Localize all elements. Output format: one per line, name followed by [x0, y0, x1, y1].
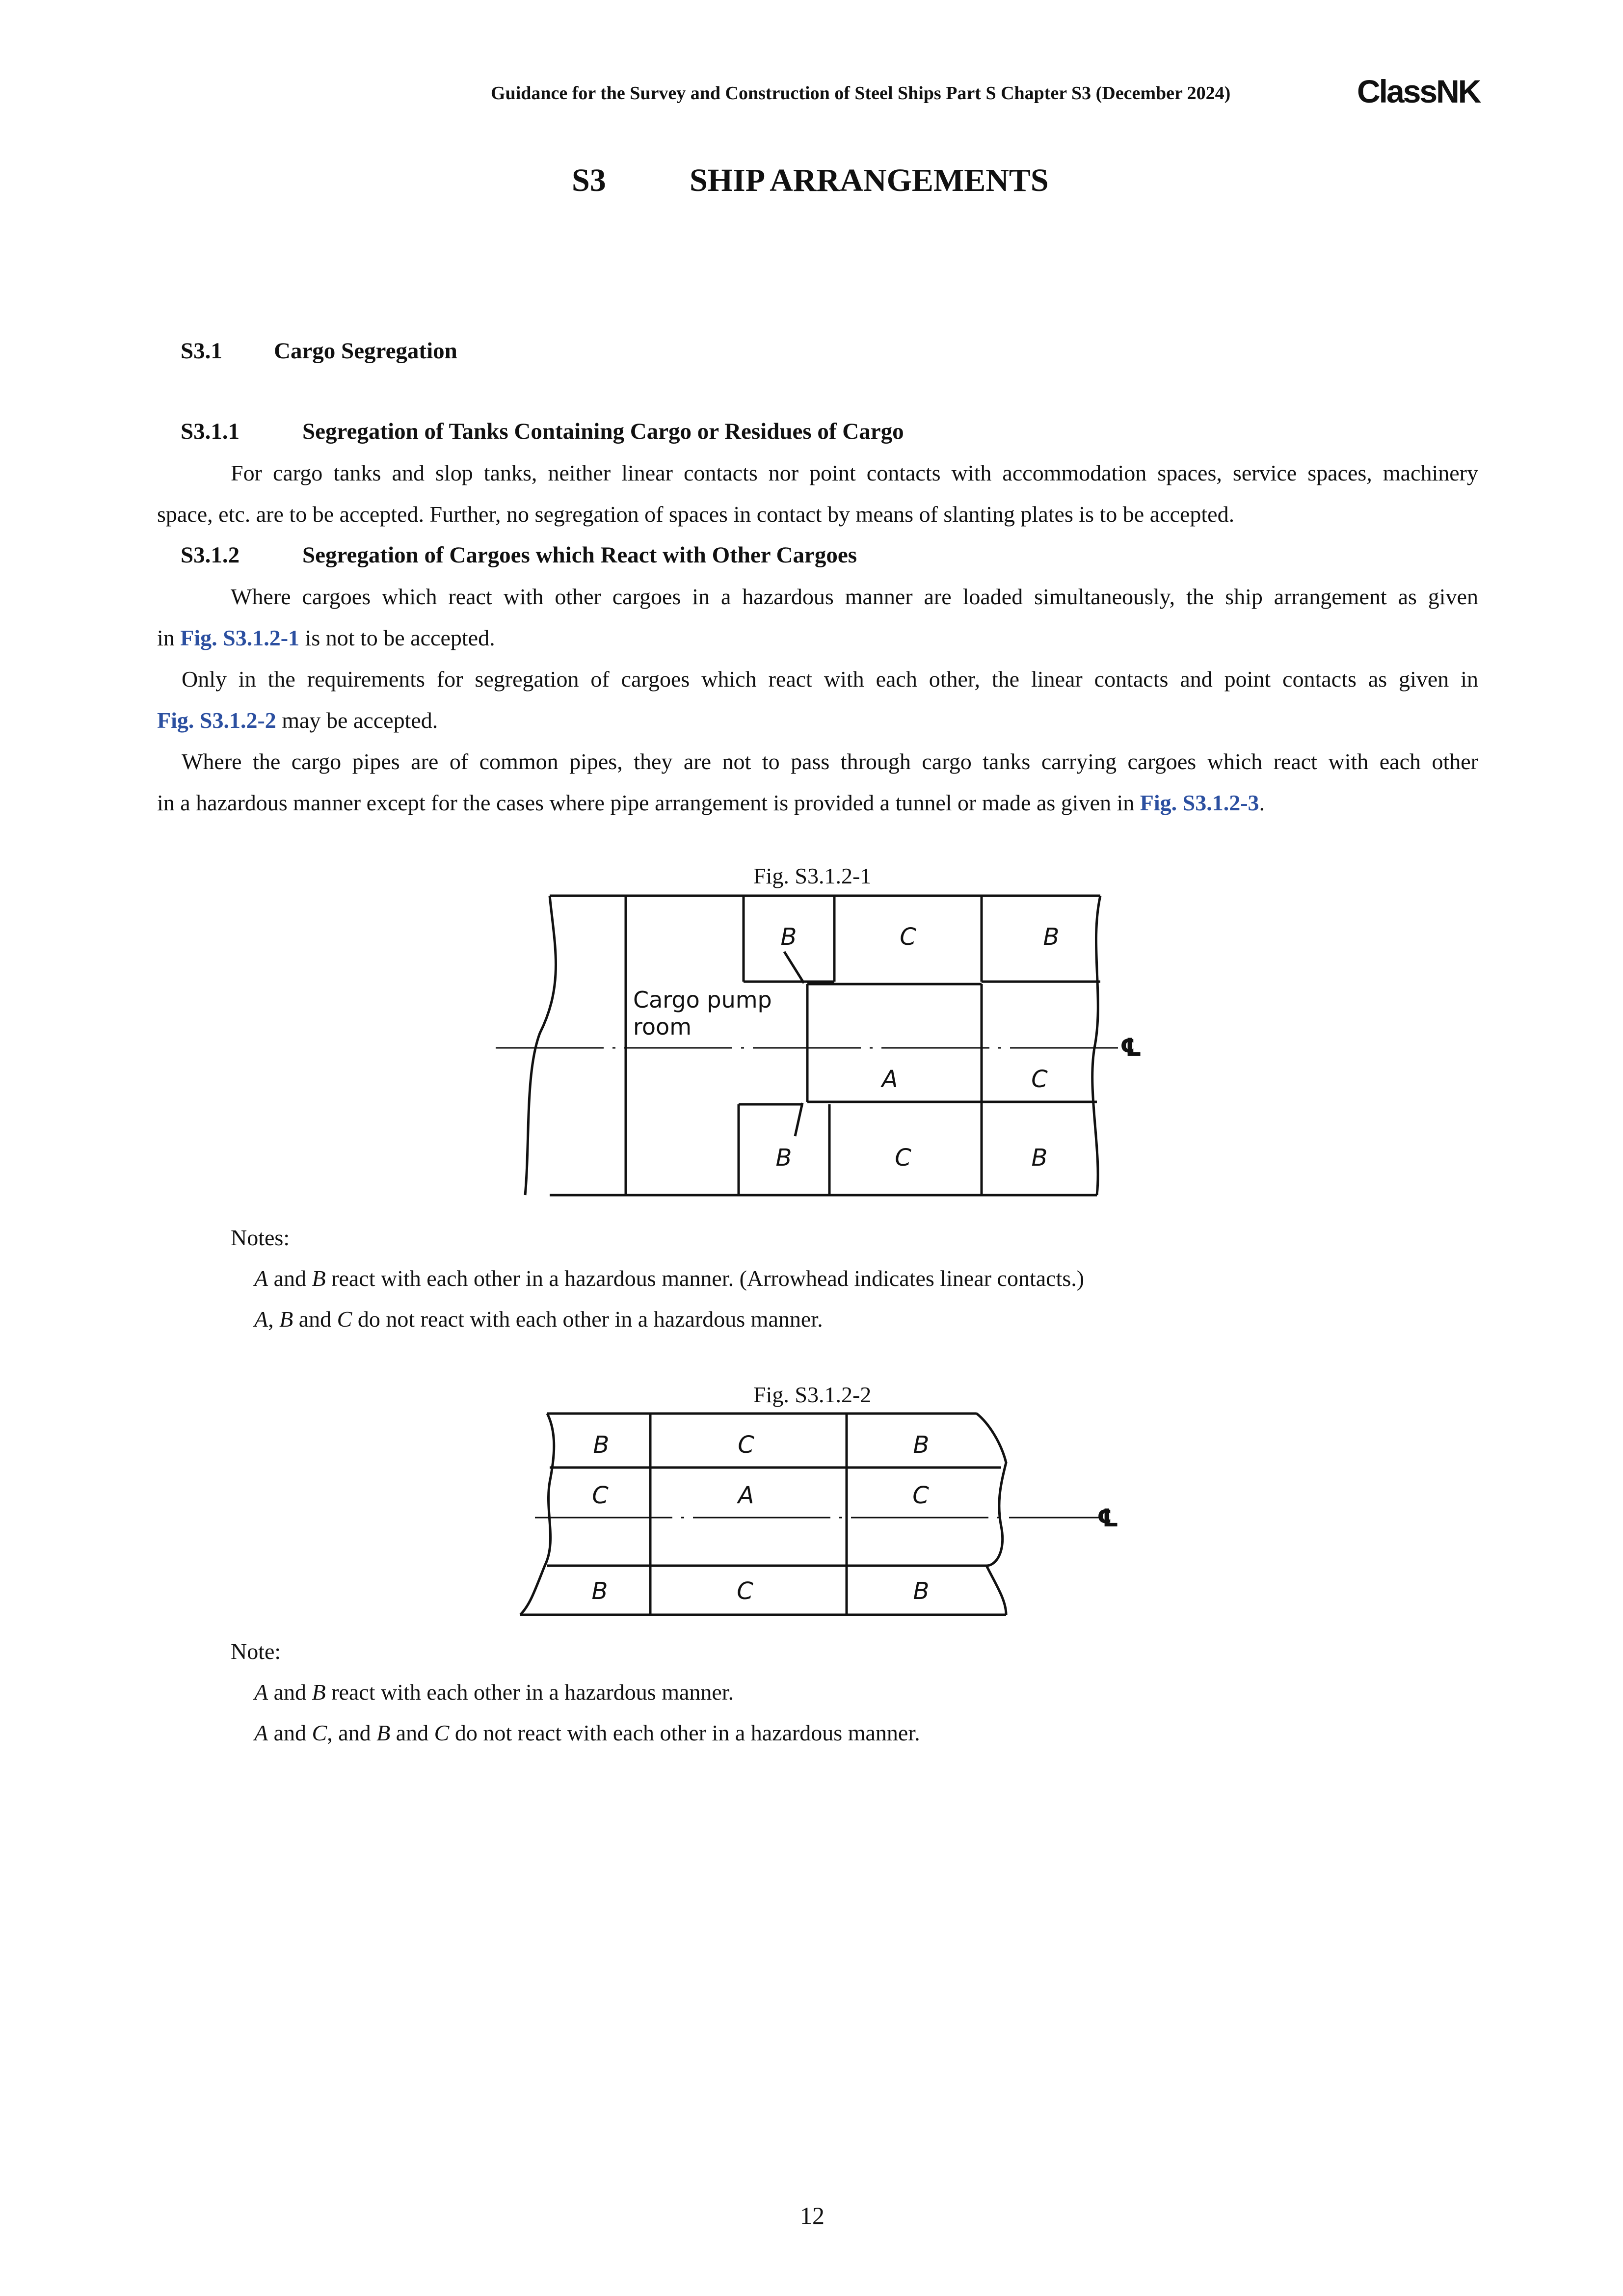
subsection-title-s311: Segregation of Tanks Containing Cargo or Residues of Cargo [302, 419, 904, 444]
tank-label: C [1031, 1066, 1048, 1093]
paragraph-s312-3 [157, 741, 1478, 824]
page-number: 12 [800, 2202, 825, 2229]
cargo-letter: B [279, 1307, 293, 1332]
tank-label: C [895, 1144, 911, 1172]
tank-label: C [738, 1431, 754, 1459]
figure-s3-1-2-1 [486, 886, 1148, 1210]
text-run: and [273, 1680, 307, 1705]
running-header: Guidance for the Survey and Construction of Steel Ships Part S Chapter S3 (December 2024) [491, 83, 1231, 104]
tank-label: B [775, 1144, 792, 1172]
text-run: is not to be accepted. [305, 625, 495, 650]
text-run: , [268, 1307, 274, 1332]
paragraph-line: space, etc. are to be accepted. Further, no segregation of spaces in contact by means of slanting plates is to be accepted. [157, 502, 1235, 527]
cargo-letter: B [376, 1720, 391, 1745]
notes-heading: Notes: [231, 1225, 290, 1250]
subsection-title-s312: Segregation of Cargoes which React with Other Cargoes [302, 542, 857, 568]
classnk-logo: ClassNK [1357, 73, 1480, 109]
fig-link-s3-1-2-3[interactable]: Fig. S3.1.2-3 [1140, 790, 1259, 815]
note-line [254, 1306, 823, 1332]
paragraph-line: Only in the requirements for segregation of cargoes which react with each other, the linear contacts and point contacts as given in [182, 667, 1478, 692]
text-run: do not react with each other in a hazardous manner. [454, 1720, 920, 1745]
subsection-number-s311: S3.1.1 [181, 419, 240, 444]
text-run: . [1259, 790, 1265, 815]
cargo-letter: A [254, 1720, 268, 1745]
text-run: and [396, 1720, 429, 1745]
text-run: may be accepted. [282, 708, 438, 733]
text-run: do not react with each other in a hazardous manner. [357, 1307, 823, 1332]
paragraph-s312-2 [157, 659, 1478, 741]
section-title: Cargo Segregation [274, 338, 457, 364]
linear-contact-pointer-bottom [795, 1103, 802, 1136]
tank-label: A [881, 1066, 898, 1093]
tank-label: B [780, 923, 797, 951]
text-run: and [298, 1307, 332, 1332]
paragraph-s312-1 [157, 576, 1478, 659]
tank-label: C [592, 1482, 609, 1509]
figure-caption-1: Fig. S3.1.2-1 [753, 863, 872, 888]
tank-label: B [591, 1577, 608, 1605]
paragraph-line: For cargo tanks and slop tanks, neither linear contacts nor point contacts with accommodation spaces, service spaces, machinery [231, 460, 1478, 485]
left-break-line [520, 1414, 554, 1615]
tank-label: B [1043, 923, 1060, 951]
paragraph-line [157, 700, 1478, 741]
text-run: , and [327, 1720, 371, 1745]
tank-label: B [913, 1431, 930, 1459]
note-line [254, 1265, 1084, 1291]
paragraph-line [157, 617, 1478, 659]
right-break-line [1092, 896, 1100, 1195]
cargo-letter: B [312, 1266, 326, 1291]
section-number: S3.1 [181, 338, 222, 364]
chapter-number: S3 [572, 162, 606, 198]
note-heading: Note: [231, 1639, 281, 1664]
pump-room-label: room [633, 1014, 692, 1040]
cargo-letter: B [312, 1680, 326, 1705]
text-run: react with each other in a hazardous manner. [331, 1680, 734, 1705]
paragraph-line [157, 782, 1478, 824]
cargo-letter: C [434, 1720, 450, 1745]
fig-link-s3-1-2-1[interactable]: Fig. S3.1.2-1 [180, 625, 300, 650]
tank-label: A [738, 1482, 754, 1509]
right-break-line [977, 1414, 1006, 1615]
text-run: in a hazardous manner except for the cases where pipe arrangement is provided a tunnel or made as given in [157, 790, 1135, 815]
note-line [254, 1720, 920, 1746]
tank-label: C [737, 1577, 753, 1605]
text-run: and [273, 1720, 307, 1745]
subsection-number-s312: S3.1.2 [181, 542, 240, 568]
chapter-title: SHIP ARRANGEMENTS [690, 162, 1049, 198]
tank-label: B [1031, 1144, 1048, 1172]
tank-label: C [912, 1482, 929, 1509]
paragraph-line: Where the cargo pipes are of common pipes, they are not to pass through cargo tanks carrying cargoes which react with each other [182, 749, 1478, 774]
tank-label: B [593, 1431, 610, 1459]
fig-link-s3-1-2-2[interactable]: Fig. S3.1.2-2 [157, 708, 276, 733]
paragraph-s311 [157, 453, 1478, 535]
tank-label: B [913, 1577, 930, 1605]
text-run: and [273, 1266, 307, 1291]
tank-label: C [900, 923, 916, 951]
pump-room-label: Cargo pump [633, 987, 772, 1013]
figure-caption-2: Fig. S3.1.2-2 [753, 1382, 872, 1407]
centerline-symbol: ℄ [1097, 1504, 1119, 1532]
centerline-symbol: ℄ [1120, 1033, 1142, 1062]
cargo-letter: C [312, 1720, 327, 1745]
text-run: in [157, 625, 175, 650]
figure-s3-1-2-2 [510, 1404, 1148, 1629]
text-run: react with each other in a hazardous manner. (Arrowhead indicates linear contacts.) [331, 1266, 1085, 1291]
linear-contact-pointer-top [784, 952, 804, 983]
cargo-letter: A [254, 1307, 268, 1332]
cargo-letter: A [254, 1680, 268, 1705]
cargo-letter: A [254, 1266, 268, 1291]
cargo-letter: C [337, 1307, 352, 1332]
paragraph-line: Where cargoes which react with other cargoes in a hazardous manner are loaded simultaneously, the ship arrangement as given [231, 584, 1478, 609]
left-break-line [525, 896, 556, 1195]
note-line [254, 1679, 734, 1705]
